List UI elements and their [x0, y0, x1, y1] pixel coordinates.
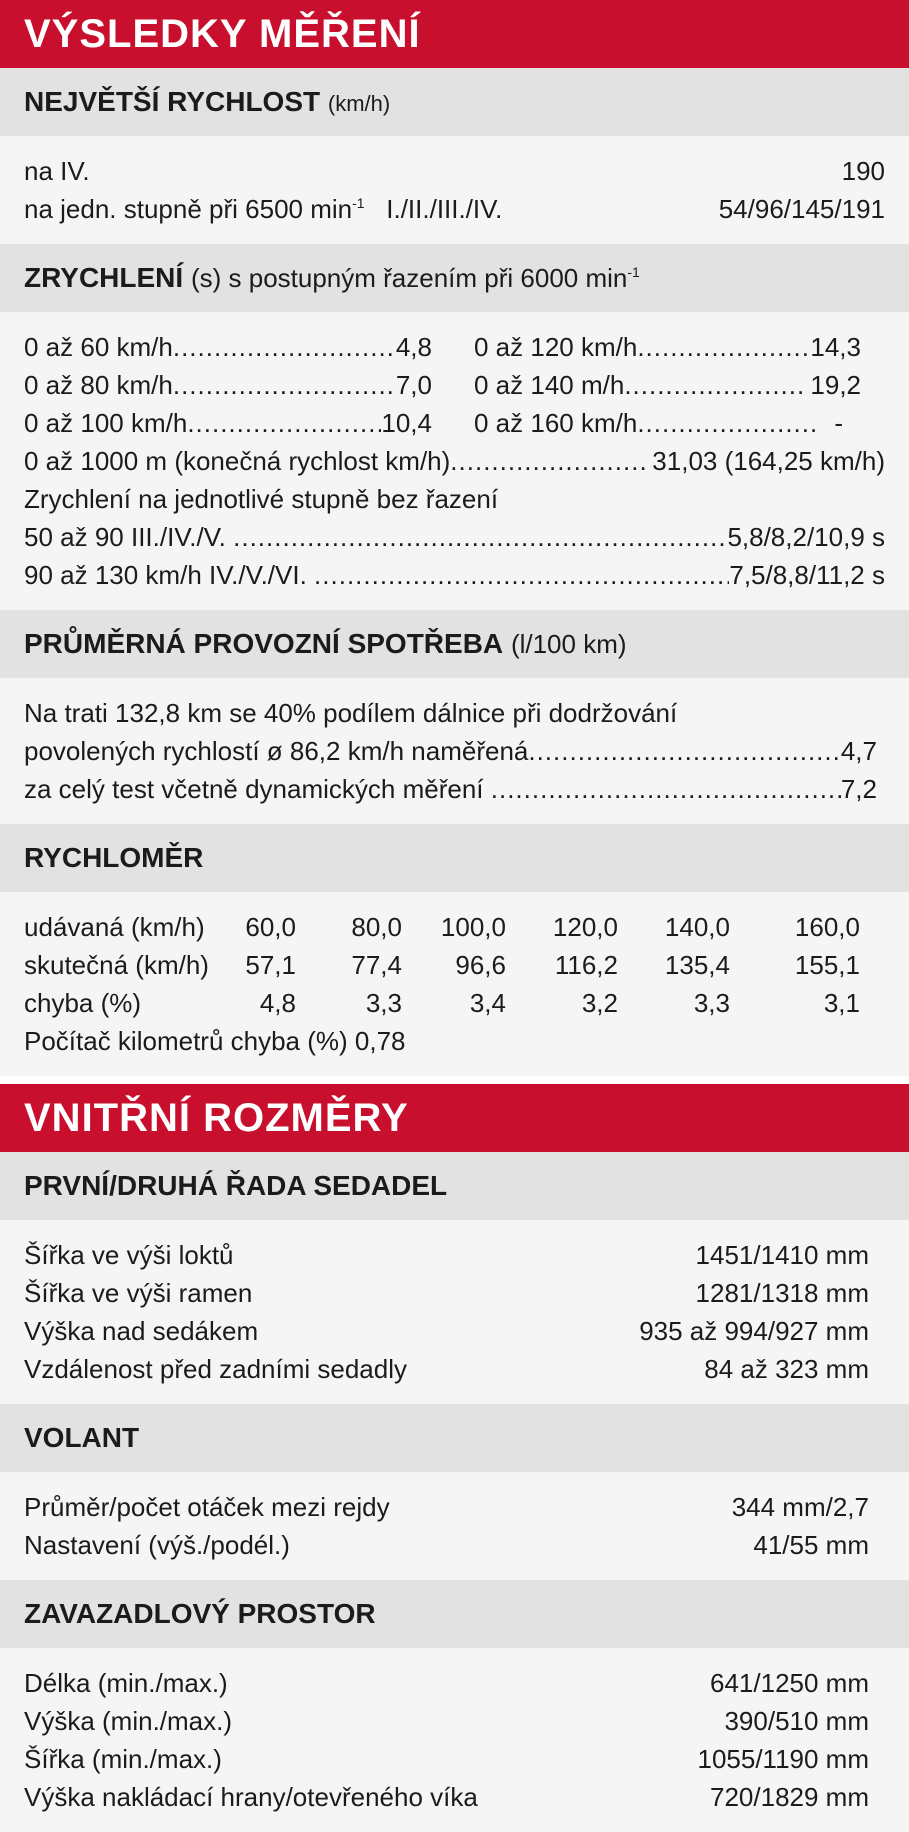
- row-label-sup: -1: [352, 195, 365, 211]
- row-value: 19,2: [803, 370, 861, 400]
- speedometer-cell: 135,4: [664, 950, 730, 980]
- acceleration-body: [0, 312, 909, 610]
- speedometer-cell: 155,1: [794, 950, 860, 980]
- speedometer-cell: 3,1: [823, 988, 860, 1018]
- speedometer-cell: 4,8: [259, 988, 296, 1018]
- steering-row: [24, 1526, 869, 1564]
- row-value: -: [819, 408, 843, 438]
- luggage-row: [24, 1740, 869, 1778]
- top-speed-unit: (km/h): [327, 91, 391, 116]
- row-label: udávaná (km/h): [24, 912, 205, 942]
- leader-dots: [314, 556, 729, 594]
- speedometer-row: [24, 908, 885, 946]
- row-label: skutečná (km/h): [24, 950, 209, 980]
- leader-dots: [173, 328, 396, 366]
- row-value: 390/510 mm: [724, 1706, 869, 1736]
- steering-header: [0, 1404, 909, 1472]
- speedometer-row: [24, 984, 885, 1022]
- steering-heading: VOLANT: [24, 1422, 140, 1453]
- speedometer-cell: 140,0: [664, 912, 730, 942]
- seats-row: [24, 1312, 869, 1350]
- row-label: 0 až 140 m/h: [474, 370, 625, 400]
- leader-dots: [528, 732, 840, 770]
- speedometer-cell: 77,4: [351, 950, 402, 980]
- acceleration-unit: [191, 263, 640, 293]
- consumption-unit: (l/100 km): [510, 629, 627, 659]
- top-speed-body: [0, 136, 909, 244]
- top-speed-header: [0, 68, 909, 136]
- row-value: 31,03 (164,25 km/h): [645, 446, 885, 476]
- row-label: 0 až 60 km/h: [24, 332, 173, 362]
- acceleration-unit-main: (s) s postupným řazením při 6000 min: [190, 263, 628, 293]
- row-label: Vzdálenost před zadními sedadly: [24, 1354, 408, 1384]
- acceleration-row: [24, 366, 432, 404]
- row-value: 7,0: [395, 370, 432, 400]
- row-value: 190: [841, 156, 885, 186]
- seats-row: [24, 1350, 869, 1388]
- speedometer-cell: 3,2: [581, 988, 618, 1018]
- leader-dots: [491, 770, 841, 808]
- luggage-row: [24, 1664, 869, 1702]
- consumption-line: Na trati 132,8 km se 40% podílem dálnice při dodržování: [24, 698, 678, 728]
- row-label: Šířka ve výši loktů: [24, 1240, 234, 1270]
- acceleration-heading: ZRYCHLENÍ: [24, 262, 184, 293]
- leader-dots: [233, 518, 727, 556]
- consumption-body: [0, 678, 909, 824]
- row-label: Šířka (min./max.): [24, 1744, 222, 1774]
- row-value: 41/55 mm: [753, 1530, 869, 1560]
- leader-dots: [173, 366, 396, 404]
- acceleration-unit-sup: -1: [627, 264, 640, 280]
- row-value: 7,5/8,8/11,2 s: [729, 560, 885, 590]
- row-label: 0 až 160 km/h: [474, 408, 638, 438]
- luggage-heading: ZAVAZADLOVÝ PROSTOR: [24, 1598, 376, 1629]
- speedometer-cell: 3,3: [693, 988, 730, 1018]
- odometer-error: Počítač kilometrů chyba (%) 0,78: [24, 1026, 406, 1056]
- gear-acceleration-row: [24, 518, 885, 556]
- consumption-row: [24, 732, 877, 770]
- seats-row: [24, 1236, 869, 1274]
- acceleration-right-column: [474, 328, 861, 442]
- speedometer-cell: 3,4: [469, 988, 506, 1018]
- leader-dots: [637, 328, 810, 366]
- acceleration-columns: [24, 328, 885, 442]
- speedometer-cell: 60,0: [245, 912, 296, 942]
- speedometer-cell: 120,0: [552, 912, 618, 942]
- row-label: 0 až 100 km/h: [24, 408, 188, 438]
- luggage-row: [24, 1778, 869, 1816]
- acceleration-km-row: [24, 442, 885, 480]
- acceleration-row: [24, 404, 432, 442]
- row-label: Nastavení (výš./podél.): [24, 1530, 290, 1560]
- gear-acceleration-row: [24, 556, 885, 594]
- section-title-interior: VNITŘNÍ ROZMĚRY: [0, 1084, 909, 1152]
- row-label: 0 až 1000 m (konečná rychlost km/h): [24, 446, 451, 476]
- row-label: Šířka ve výši ramen: [24, 1278, 253, 1308]
- row-value: 4,8: [395, 332, 432, 362]
- speedometer-cell: 100,0: [440, 912, 506, 942]
- steering-row: [24, 1488, 869, 1526]
- acceleration-row: [474, 366, 861, 404]
- seats-body: [0, 1220, 909, 1404]
- row-value: 1281/1318 mm: [695, 1278, 869, 1308]
- speedometer-cell: 96,6: [455, 950, 506, 980]
- row-value: 720/1829 mm: [710, 1782, 869, 1812]
- consumption-header: [0, 610, 909, 678]
- acceleration-header: [0, 244, 909, 312]
- row-label: Výška (min./max.): [24, 1706, 233, 1736]
- acceleration-left-column: [24, 328, 432, 442]
- row-label: chyba (%): [24, 988, 142, 1018]
- speedometer-row: [24, 946, 885, 984]
- row-value: 5,8/8,2/10,9 s: [727, 522, 885, 552]
- leader-dots: [624, 366, 803, 404]
- section-gap: [0, 1076, 909, 1084]
- speedometer-body: [0, 892, 909, 1076]
- seats-row: [24, 1274, 869, 1312]
- leader-dots: [187, 404, 381, 442]
- consumption-heading: PRŮMĚRNÁ PROVOZNÍ SPOTŘEBA: [24, 628, 504, 659]
- seats-heading: PRVNÍ/DRUHÁ ŘADA SEDADEL: [24, 1170, 448, 1201]
- speedometer-cell: 3,3: [365, 988, 402, 1018]
- luggage-row: [24, 1702, 869, 1740]
- row-value: 935 až 994/927 mm: [639, 1316, 869, 1346]
- speedometer-header: [0, 824, 909, 892]
- leader-dots: [450, 442, 645, 480]
- row-label: Výška nakládací hrany/otevřeného víka: [24, 1782, 478, 1812]
- speedometer-cell: 160,0: [794, 912, 860, 942]
- leader-dots: [637, 404, 820, 442]
- row-value: 84 až 323 mm: [704, 1354, 869, 1384]
- row-value: 641/1250 mm: [710, 1668, 869, 1698]
- luggage-body: [0, 1648, 909, 1832]
- row-label: Výška nad sedákem: [24, 1316, 259, 1346]
- row-label: 0 až 120 km/h: [474, 332, 638, 362]
- gear-acceleration-note: Zrychlení na jednotlivé stupně bez řazení: [24, 484, 499, 514]
- row-label: 0 až 80 km/h: [24, 370, 173, 400]
- consumption-row: [24, 770, 877, 808]
- row-label: [24, 190, 502, 228]
- top-speed-row: [24, 190, 885, 228]
- seats-header: [0, 1152, 909, 1220]
- row-value: 1451/1410 mm: [695, 1240, 869, 1270]
- row-value: 10,4: [381, 408, 432, 438]
- row-label: Délka (min./max.): [24, 1668, 228, 1698]
- top-speed-heading: NEJVĚTŠÍ RYCHLOST: [24, 86, 321, 117]
- row-label: za celý test včetně dynamických měření: [24, 774, 491, 804]
- speedometer-cell: 116,2: [554, 950, 618, 980]
- row-value: 54/96/145/191: [718, 194, 885, 224]
- row-label: 90 až 130 km/h IV./V./VI.: [24, 560, 315, 590]
- row-label-main: na jedn. stupně při 6500 min: [24, 194, 353, 224]
- acceleration-row: [24, 328, 432, 366]
- row-value: 14,3: [810, 332, 861, 362]
- row-label-gears: I./II./III./IV.: [386, 194, 503, 224]
- row-value: 7,2: [840, 774, 877, 804]
- speedometer-cell: 80,0: [351, 912, 402, 942]
- luggage-header: [0, 1580, 909, 1648]
- speedometer-heading: RYCHLOMĚR: [24, 842, 204, 873]
- steering-body: [0, 1472, 909, 1580]
- row-value: 1055/1190 mm: [697, 1744, 869, 1774]
- row-label: povolených rychlostí ø 86,2 km/h naměřená: [24, 736, 529, 766]
- top-speed-row: [24, 152, 885, 190]
- row-label: na IV.: [24, 156, 90, 186]
- section-title-measurements: VÝSLEDKY MĚŘENÍ: [0, 0, 909, 68]
- row-value: 344 mm/2,7: [731, 1492, 869, 1522]
- row-label: 50 až 90 III./IV./V.: [24, 522, 234, 552]
- speedometer-cell: 57,1: [245, 950, 296, 980]
- row-label: Průměr/počet otáček mezi rejdy: [24, 1492, 390, 1522]
- acceleration-row: [474, 404, 861, 442]
- row-value: 4,7: [840, 736, 877, 766]
- acceleration-row: [474, 328, 861, 366]
